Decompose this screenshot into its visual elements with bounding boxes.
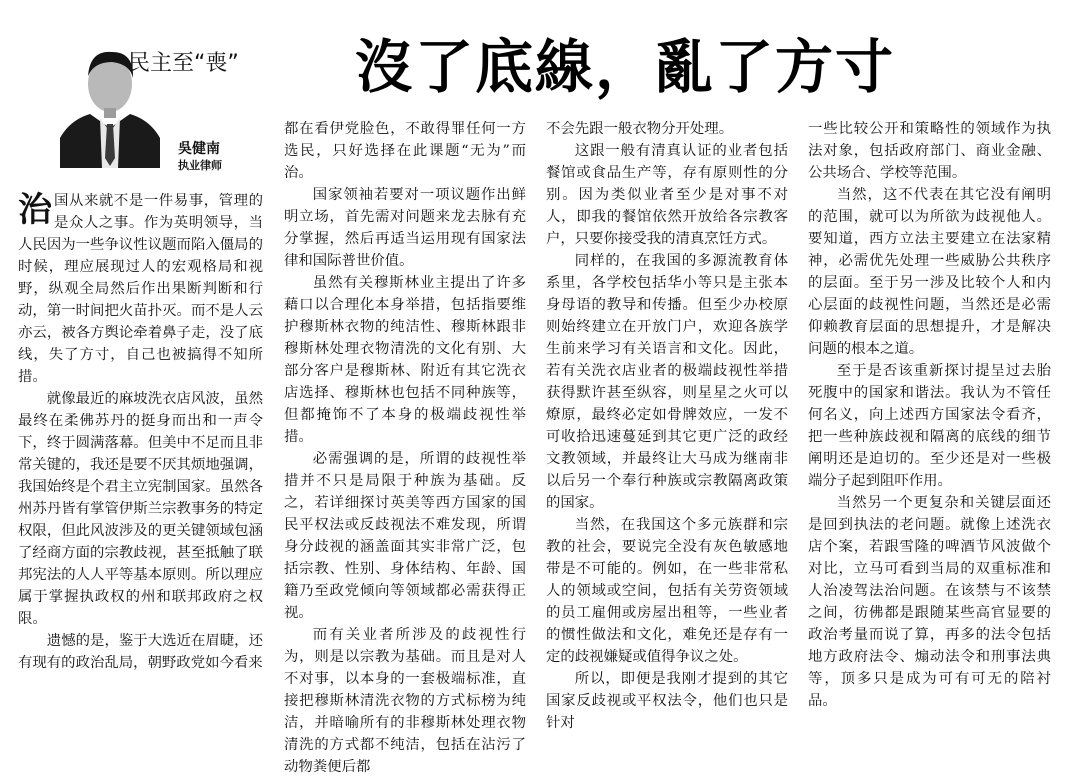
article-column-2 [284,118,526,778]
paragraph [18,190,263,388]
paragraph: 不会先跟一般衣物分开处理。 [546,121,734,137]
paragraph: 就像最近的麻坡洗衣店风波，虽然最终在柔佛苏丹的挺身而出和一声令下，终于圆满落幕。但美中不足而且非常关键的，我还是要不厌其烦地强调，我国始终是个君主立宪制国家。虽然各州苏丹皆有掌管伊斯兰宗教事务的特定权限，但此风波涉及的更关键领域包涵了经商方面的宗教歧视，甚至抵触了联邦宪法的人人平等基本原则。所以理应属于掌握执政权的州和联邦政府之权限。 [18,391,263,627]
paragraph: 而有关业者所涉及的歧视性行为，则是以宗教为基础。而且是对人不对事，以本身的一套极端标准，直接把穆斯林清洗衣物的方式标榜为纯洁，并暗喻所有的非穆斯林处理衣物清洗的方式都不纯洁，包括在沾污了动物粪便后都 [284,627,526,775]
drop-cap: 治 [18,190,52,230]
article-column-4 [808,118,1051,712]
column-name: 民主至“喪” [128,51,239,76]
paragraph: 都在看伊党脸色，不敢得罪任何一方选民，只好选择在此课题“无为”而治。 [284,121,526,181]
article-column-3 [546,118,788,734]
paragraph: 必需强调的是，所谓的歧视性举措并不只是局限于种族为基础。反之，若详细探讨英美等西方国家的国民平权法或反歧视法不难发现，所谓身分歧视的涵盖面其实非常广泛，包括宗教、性别、身体结构、年龄、国籍乃至政党倾向等领域都必需获得正视。 [284,451,526,621]
paragraph: 至于是否该重新探讨提呈过去胎死腹中的国家和谐法。我认为不管任何名义，向上述西方国家法令看齐，把一些种族歧视和隔离的底线的细节阐明还是迫切的。至少还是对一些极端分子起到阻吓作用。 [808,363,1051,489]
paragraph: 同样的，在我国的多源流教育体系里，各学校包括华小等只是主张本身母语的教导和传播。但至少办校原则始终建立在开放门户，欢迎各族学生前来学习有关语言和文化。因此，若有关洗衣店业者的极端歧视性举措获得默许甚至纵容，则星星之火可以燎原，最终必定如骨牌效应，一发不可收拾迅速蔓延到其它更广泛的政经文教领域，并最终让大马成为继南非以后另一个奉行种族或宗教隔离政策的国家。 [546,253,788,511]
paragraph: 虽然有关穆斯林业主提出了许多藉口以合理化本身举措，包括指要维护穆斯林衣物的纯洁性、穆斯林跟非穆斯林处理衣物清洗的文化有别、大部分客户是穆斯林、附近有其它洗衣店选择、穆斯林也包括不同种族等，但都掩饰不了本身的极端歧视性举措。 [284,275,526,445]
author-title: 执业律师 [178,159,222,172]
paragraph: 当然另一个更复杂和关键层面还是回到执法的老问题。就像上述洗衣店个案，若跟雪隆的啤酒节风波做个对比，立马可看到当局的双重标准和人治凌驾法治问题。在该禁与不该禁之间，彷佛都是跟随某些高官显要的政治考量而说了算，再多的法令包括地方政府法令、煽动法令和刑事法典等，顶多只是成为可有可无的陪衬品。 [808,495,1051,709]
paragraph: 当然，这不代表在其它没有阐明的范围，就可以为所欲为歧视他人。要知道，西方立法主要建立在法家精神，必需优先处理一些威胁公共秩序的层面。至于另一涉及比较个人和内心层面的歧视性问题，当然还是必需仰赖教育层面的思想提升，才是解决问题的根本之道。 [808,187,1051,357]
author-name: 吳健南 [178,141,220,157]
headline: 沒了底線，亂了方寸 [355,33,896,101]
paragraph: 这跟一般有清真认证的业者包括餐馆或食品生产等，存有原则性的分别。因为类似业者至少是对事不对人，即我的餐馆依然开放给各宗教客户，只要你接受我的清真烹饪方式。 [546,143,788,247]
article-column-1 [18,190,263,674]
paragraph-text: 国从来就不是一件易事，管理的是众人之事。作为英明领导，当人民因为一些争议性议题而陷入僵局的时候，理应展现过人的宏观格局和视野，纵观全局然后作出果断判断和行动，第一时间把火苗扑灭。而不是人云亦云，被各方舆论牵着鼻子走，没了底线，失了方寸，自己也被搞得不知所措。 [18,193,263,385]
paragraph: 遗憾的是，鉴于大选近在眉睫，还有现有的政治乱局，朝野政党如今看来 [18,633,263,671]
paragraph: 当然，在我国这个多元族群和宗教的社会，要说完全没有灰色敏感地带是不可能的。例如，在一些非常私人的领域或空间，包括有关劳资领域的员工雇佣或房屋出租等，一些业者的惯性做法和文化，难免还是存有一定的歧视嫌疑或值得争议之处。 [546,517,788,665]
paragraph: 一些比较公开和策略性的领域作为执法对象，包括政府部门、商业金融、公共场合、学校等范围。 [808,121,1051,181]
paragraph: 所以，即便是我刚才提到的其它国家反歧视或平权法令，他们也只是针对 [546,671,788,731]
paragraph: 国家领袖若要对一项议题作出鲜明立场，首先需对问题来龙去脉有充分掌握，然后再适当运用现有国家法律和国际普世价值。 [284,187,526,269]
